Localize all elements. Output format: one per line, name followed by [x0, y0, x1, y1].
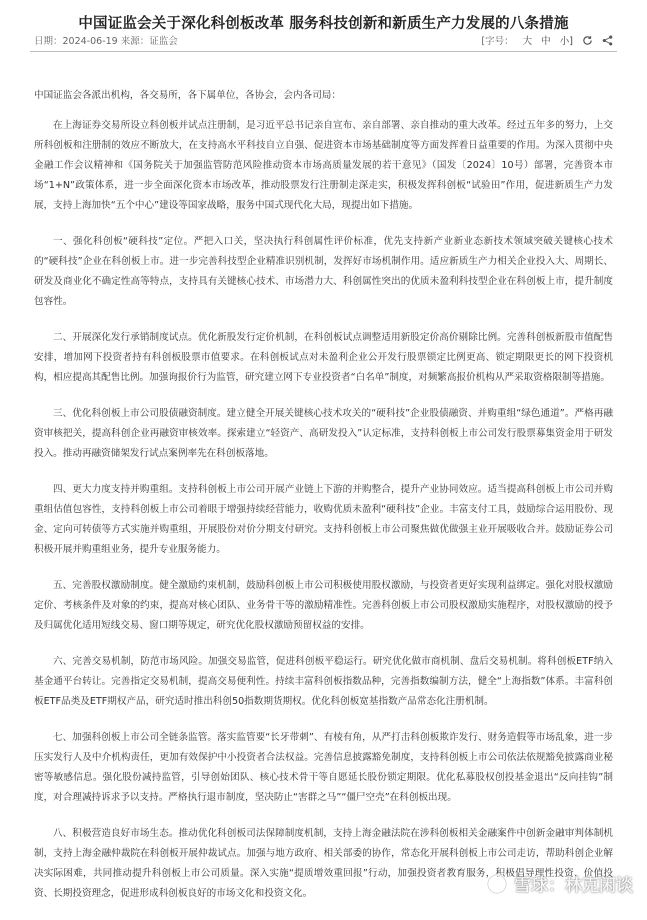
font-size-medium-button[interactable]: 中 — [541, 36, 551, 47]
article-body — [34, 86, 613, 920]
paragraph-intro: 在上海证券交易所设立科创板并试点注册制，是习近平总书记亲自宣布、亲自部署、亲自推动的重大改革。经过五年多的努力，上交所科创板和注册制的效应不断放大，在支持高水平科技自立自强、促进资本市场基础制度等方面发挥着日益重要的作用。为深入贯彻中央金融工作会议精神和《国务院关于加强监管防范风险推动资本市场高质量发展的若干意见》（国发〔2024〕10号）部署，完善资本市场“1+N”政策体系，进一步全面深化资本市场改革，推动股票发行注册制走深走实，积极发挥科创板“试验田”作用，促进新质生产力发展，支持上海加快“五个中心”建设等国家战略，服务中国式现代化大局，现提出如下措施。 — [34, 120, 613, 211]
meta-left — [34, 33, 178, 47]
paragraph-measure-2: 二、开展深化发行承销制度试点。优化新股发行定价机制，在科创板试点调整适用新股定价高价剔除比例。完善科创板新股市值配售安排，增加网下投资者持有科创板股票市值要求。在科创板试点对未盈利企业公开发行股票锁定比例更高、锁定期限更长的网下投资机构，相应提高其配售比例。加强询报价行为监管，研究建立网下专业投资者“白名单”制度，对频繁高报价机构从严采取资格限制等措施。 — [34, 332, 613, 383]
paragraph-measure-6: 六、完善交易机制，防范市场风险。加强交易监管，促进科创板平稳运行。研究优化做市商机制、盘后交易机制。将科创板ETF纳入基金通平台转让。完善指定交易机制，提高交易便利性。持续丰富科创板指数品种，完善指数编制方法，健全“上海指数”体系。丰富科创板ETF品类及ETF期权产品，研究适时推出科创50指数期货期权。优化科创板宽基指数产品常态化注册机制。 — [34, 656, 613, 707]
font-size-small-button[interactable]: 小] — [559, 36, 573, 47]
article-meta — [34, 33, 613, 49]
publish-date: 日期：2024-06-19 — [34, 36, 118, 47]
watermark — [486, 871, 633, 896]
meta-right — [475, 33, 613, 49]
paragraph-measure-4: 四、更大力度支持并购重组。支持科创板上市公司开展产业链上下游的并购整合，提升产业协同效应。适当提高科创板上市公司并购重组估值包容性，支持科创板上市公司着眼于增强持续经营能力，收购优质未盈利“硬科技”企业。丰富支付工具，鼓励综合运用股份、现金、定向可转债等方式实施并购重组，开展股份对价分期支付研究。支持科创板上市公司聚焦做优做强主业开展吸收合并。鼓励证券公司积极开展并购重组业务，提升专业服务能力。 — [34, 484, 613, 555]
snowball-logo-icon — [486, 873, 508, 895]
paragraph-measure-1: 一、强化科创板“硬科技”定位。严把入口关，坚决执行科创属性评价标准，优先支持新产业新业态新技术领域突破关键核心技术的“硬科技”企业在科创板上市。进一步完善科技型企业精准识别机制，发挥好市场机制作用。适应新质生产力相关企业投入大、周期长、研发及商业化不确定性高等特点，支持具有关键核心技术、市场潜力大、科创属性突出的优质未盈利科技型企业在科创板上市，提升制度包容性。 — [34, 236, 613, 307]
font-size-label: [字号： — [481, 36, 514, 47]
refresh-icon[interactable] — [582, 35, 593, 49]
paragraph-measure-8: 八、积极营造良好市场生态。推动优化科创板司法保障制度机制，支持上海金融法院在涉科创板相关金融案件中创新金融审判体制机制，支持上海金融仲裁院在科创板开展仲裁试点。加强与地方政府、相关部委的协作，常态化开展科创板上市公司走访，帮助科创企业解决实际困难，共同推动提升科创板上市公司质量。深入实施“提质增效重回报”行动，加强投资者教育服务，积极倡导理性投资、价值投资、长期投资理念，促进形成科创板良好的市场文化和投资文化。 — [34, 828, 613, 899]
font-size-large-button[interactable]: 大 — [522, 36, 533, 47]
paragraph-measure-3: 三、优化科创板上市公司股债融资制度。建立健全开展关键核心技术攻关的“硬科技”企业股债融资、并购重组“绿色通道”。严格再融资审核把关，提高科创企业再融资审核效率。探索建立“轻资产、高研发投入”认定标准，支持科创板上市公司发行股票募集资金用于研发投入。推动再融资储架发行试点案例率先在科创板落地。 — [34, 408, 613, 459]
header-divider — [30, 51, 617, 52]
paragraph-measure-5: 五、完善股权激励制度。健全激励约束机制，鼓励科创板上市公司积极使用股权激励，与投资者更好实现利益绑定。强化对股权激励定价、考核条件及对象的约束，提高对核心团队、业务骨干等的激励精准性。完善科创板上市公司股权激励实施程序，对股权激励的授予及归属优化适用短线交易、窗口期等规定，研究优化股权激励预留权益的安排。 — [34, 580, 613, 631]
paragraph-measure-7: 七、加强科创板上市公司全链条监管。落实监管要“长牙带刺”、有棱有角，从严打击科创板欺诈发行、财务造假等市场乱象，进一步压实发行人及中介机构责任，更加有效保护中小投资者合法权益。完善信息披露豁免制度，支持科创板上市公司依法依规豁免披露商业秘密等敏感信息。强化股份减持监管，引导创始团队、核心技术骨干等自愿延长股份锁定期限。优化私募股权创投基金退出“反向挂钩”制度，对合理减持诉求予以支持。严格执行退市制度，坚决防止“害群之马”“僵尸空壳”在科创板出现。 — [34, 732, 613, 803]
watermark-text: 雪球：林克闲谈 — [514, 876, 633, 896]
salutation: 中国证监会各派出机构，各交易所，各下属单位，各协会，会内各司局： — [34, 90, 341, 101]
article-title: 中国证监会关于深化科创板改革 服务科技创新和新质生产力发展的八条措施 — [78, 16, 569, 32]
article-source: 来源：证监会 — [120, 36, 178, 47]
share-icon[interactable] — [602, 35, 613, 49]
